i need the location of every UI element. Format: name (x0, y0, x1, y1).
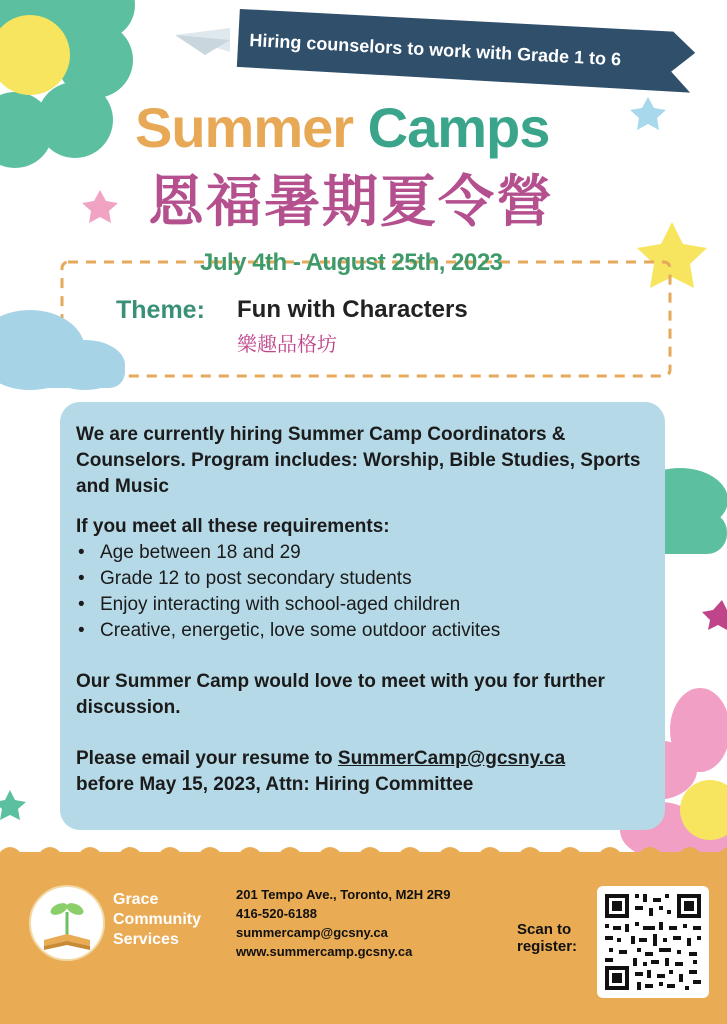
org-name-line: Grace (113, 891, 159, 908)
qr-code-panel[interactable] (597, 886, 709, 998)
org-name-line: Community (113, 911, 201, 928)
star-yellow-icon (637, 222, 707, 288)
scan-line: register: (517, 938, 578, 955)
phone[interactable]: 416-520-6188 (236, 906, 317, 921)
flower-green-icon (0, 0, 135, 168)
org-logo (28, 884, 106, 962)
cloud-blue-icon (0, 310, 125, 390)
page-title-chinese: 恩福暑期夏令營 (148, 170, 554, 235)
qr-code-icon[interactable] (597, 886, 709, 998)
page-title (135, 95, 549, 160)
theme-value-chinese: 樂趣品格坊 (237, 332, 337, 356)
banner-text: Hiring counselors to work with Grade 1 to 6 (248, 30, 622, 70)
list-item: • Age between 18 and 29 (76, 540, 656, 566)
info-content (76, 422, 656, 798)
intro-text: We are currently hiring Summer Camp Coordinators & Counselors. Program includes: Worship, Bible Studies, Sports and Music (76, 424, 641, 497)
star-blue-icon (630, 97, 666, 130)
scan-label (517, 921, 577, 955)
title-word-summer: Summer (135, 96, 354, 159)
org-name-line: Services (113, 931, 179, 948)
list-item: • Grade 12 to post secondary students (76, 566, 656, 592)
email-instruction (76, 746, 656, 772)
camp-dates: July 4th - August 25th, 2023 (200, 249, 503, 276)
list-item: • Enjoy interacting with school-aged children (76, 592, 656, 618)
star-purple-icon (702, 600, 727, 630)
star-pink-icon (82, 190, 118, 223)
website[interactable]: www.summercamp.gcsny.ca (236, 944, 413, 959)
theme-label: Theme: (116, 296, 205, 324)
deadline-text: before May 15, 2023, Attn: Hiring Committee (76, 774, 474, 795)
meet-text: Our Summer Camp would love to meet with you for further discussion. (76, 671, 605, 718)
theme-value: Fun with Characters (237, 296, 468, 323)
email-prefix: Please email your resume to (76, 748, 338, 769)
title-word-camps: Camps (367, 96, 550, 159)
scan-line: Scan to (517, 921, 572, 938)
requirements-list (76, 540, 656, 644)
contact-info (236, 885, 451, 961)
star-teal-icon (0, 790, 26, 820)
org-name (113, 890, 201, 950)
address: 201 Tempo Ave., Toronto, M2H 2R9 (236, 887, 451, 902)
requirements-heading: If you meet all these requirements: (76, 516, 390, 537)
email-link[interactable]: SummerCamp@gcsny.ca (337, 748, 566, 769)
list-item: • Creative, energetic, love some outdoor activites (76, 618, 656, 644)
contact-email[interactable]: summercamp@gcsny.ca (236, 925, 388, 940)
